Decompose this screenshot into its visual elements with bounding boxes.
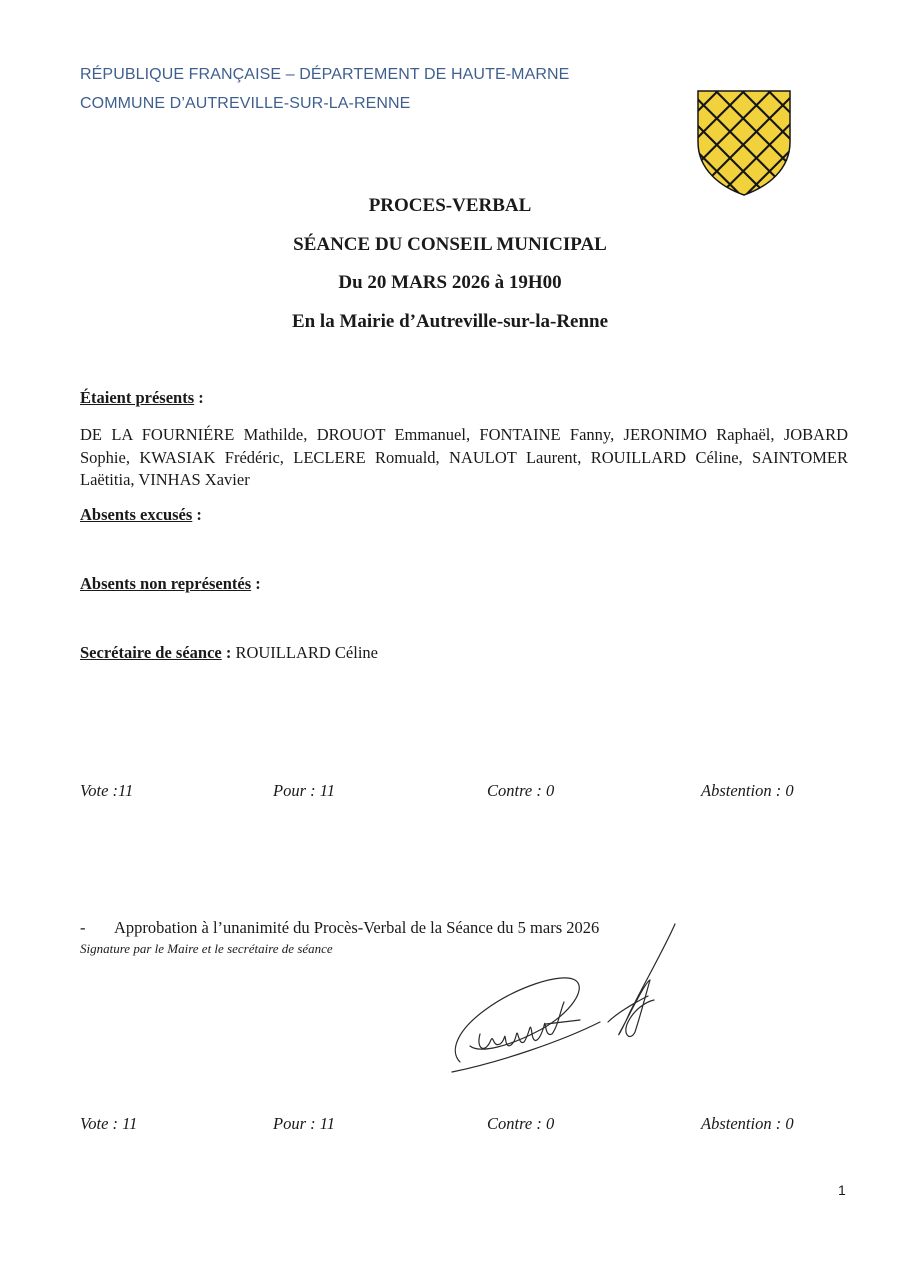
document-title [0,192,900,346]
not-represented-heading [80,574,261,594]
handwritten-signature [440,922,690,1082]
title-proces-verbal: PROCES-VERBAL [368,195,532,216]
present-names: DE LA FOURNIÉRE Mathilde, DROUOT Emmanuel, FONTAINE Fanny, JERONIMO Raphaël, JOBARD Sophie, KWASIAK Frédéric, LECLERE Romuald, NAULOT Laurent, ROUILLARD Céline, SAINTOMER Laëtitia, VINHAS Xavier [80,425,848,489]
excused-colon: : [192,505,202,524]
present-heading [80,388,204,408]
present-colon: : [194,388,204,407]
approval-dash: - [80,918,86,937]
vote-total: Vote : 11 [80,1114,138,1133]
signature-caption: Signature par le Maire et le secrétaire de séance [80,941,333,956]
checkered-shield-icon [697,90,791,196]
vote-abstention: Abstention : 0 [701,1114,794,1133]
not-represented-label: Absents non représentés [80,574,252,593]
secretary-label: Secrétaire de séance [80,643,222,662]
excused-heading [80,505,202,525]
excused-label: Absents excusés [80,505,193,524]
secretary-value: ROUILLARD Céline [231,643,378,662]
approval-text: Approbation à l’unanimité du Procès-Verbal de la Séance du 5 mars 2026 [114,918,600,937]
vote-contre: Contre : 0 [487,1114,555,1133]
vote-row-2 [0,1114,900,1138]
vote-row-1 [0,781,900,805]
vote-abstention: Abstention : 0 [701,781,794,800]
letterhead [80,60,569,118]
title-location: En la Mairie d’Autreville-sur-la-Renne [291,310,609,332]
title-date: Du 20 MARS 2026 à 19H00 [338,272,562,293]
present-label: Étaient présents [80,388,195,407]
vote-pour: Pour : 11 [273,781,336,800]
vote-pour: Pour : 11 [273,1114,336,1133]
vote-contre: Contre : 0 [487,781,555,800]
title-seance: SÉANCE DU CONSEIL MUNICIPAL [293,233,607,255]
page-number: 1 [838,1182,846,1198]
secretary-heading [80,643,378,663]
letterhead-commune-line: COMMUNE D’AUTREVILLE-SUR-LA-RENNE [80,95,411,112]
letterhead-republic-line: RÉPUBLIQUE FRANÇAISE – DÉPARTEMENT DE HAUTE-MARNE [80,66,570,83]
secretary-colon: : [221,643,232,662]
vote-total: Vote :11 [80,781,134,800]
not-represented-colon: : [251,574,261,593]
